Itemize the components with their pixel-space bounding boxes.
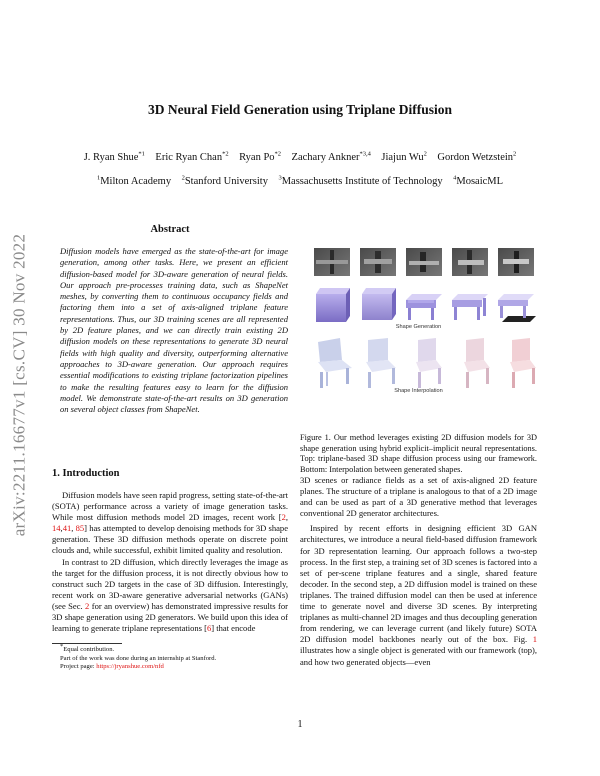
footnote-internship: Part of the work was done during an internship at Stanford.: [60, 654, 217, 662]
abstract-heading: Abstract: [150, 224, 190, 235]
intro-right-column: [300, 475, 537, 668]
footnote-project-page: Project page: https://jryanshue.com/nfd: [60, 663, 164, 671]
triplane-panels: [314, 248, 534, 276]
affiliation: $^4$MosaicML: [453, 174, 504, 187]
citation-link[interactable]: 85: [75, 523, 85, 534]
intro-paragraph: In contrast to 2D diffusion, which directly leverages the image as the target for the diffusion process, it is not directly obvious how to construct such 2D targets in the case of 3D diffusion. Interestingly, recent work on 3D-aware generative adversarial networks (GANs) (see Sec. 2 for an overview) has demonstrated impressive results for 3D shape generation using 2D generators. We build upon this idea of learning to generate triplane representations [6] that encode: [52, 556, 288, 634]
author: Eric Ryan Chan$^{*2}$: [155, 150, 229, 163]
occupancy-volumes: [316, 288, 536, 322]
author: J. Ryan Shue$^{*1}$: [83, 150, 145, 163]
author-list: [0, 152, 600, 163]
section-reference-link[interactable]: 2: [85, 600, 90, 611]
abstract-text: Diffusion models have emerged as the state-of-the-art for image generation, among other tasks. Here, we present an efficient diffusion-based model for 3D-aware generation of neural fields. Our approach pre-processes training data, such as ShapeNet meshes, by converting them to continuous occupancy fields and factoring them into a set of axis-aligned triplane feature representations. Thus, our 3D training scenes are all represented by 2D feature planes, and we can directly train existing 2D diffusion models on these representations to generate 3D neural fields with high quality and diversity, outperforming alternative approaches to 3D-aware generation. Our approach requires essential modifications to existing triplane factorization pipelines to make the resulting features easy to learn for the diffusion model. We demonstrate state-of-the-art results on 3D generation on several object classes from ShapeNet.: [60, 246, 288, 415]
citation-link[interactable]: 14: [52, 523, 61, 534]
arxiv-stamp: [4, 200, 34, 570]
figure-1: [300, 242, 537, 427]
page-number: 1: [297, 719, 303, 730]
arxiv-id: arXiv:2211.16677v1 [cs.CV] 30 Nov 2022: [9, 233, 29, 537]
affiliation: $^2$Stanford University: [181, 174, 268, 187]
figure-reference-link[interactable]: 1: [532, 634, 537, 645]
paper-title: 3D Neural Field Generation using Triplane Diffusion: [147, 102, 453, 117]
author: Gordon Wetzstein$^2$: [437, 150, 517, 163]
citation-link[interactable]: 2: [281, 512, 286, 523]
intro-paragraph: Diffusion models have seen rapid progress, setting state-of-the-art (SOTA) performance across a variety of image generation tasks. While most diffusion methods model 2D images, recent work [2, 14,41, 85] has attempted to develop denoising methods for 3D shape generation. These 3D diffusion methods operate on discrete point clouds and, while successful, exhibit limited quality and resolution.: [52, 490, 288, 556]
section-heading-introduction: 1. Introduction: [52, 468, 120, 479]
citation-link[interactable]: 6: [206, 623, 212, 634]
author: Jiajun Wu$^2$: [381, 150, 427, 163]
figure-1-illustration: [300, 242, 537, 427]
affiliation: $^3$Massachusetts Institute of Technology: [278, 174, 443, 187]
shape-generation-label: Shape Generation: [395, 324, 442, 330]
affiliation-list: [0, 176, 600, 187]
footnote-equal-contribution: *Equal contribution.: [60, 642, 115, 653]
author: Zachary Ankner$^{*3,4}$: [291, 150, 371, 163]
intro-paragraph: Inspired by recent efforts in designing efficient 3D GAN architectures, we introduce a neural field-based diffusion framework for 3D representation learning. Our approach follows a two-step process. In the first step, a training set of 3D scenes is factored into a set of per-scene triplane features and a single, shared feature decoder. In the second step, a 2D diffusion model is trained on these triplanes. The trained diffusion model can then be used at inference time to generate novel and diverse 3D scenes. By interpreting triplanes as multi-channel 2D images and thus decoupling generation from rendering, we can leverage current (and likely future) SOTA 2D diffusion model backbones nearly out of the box. Fig. 1 illustrates how a single object is generated with our framework (top), and how two generated objects—even: [300, 523, 537, 667]
author: Ryan Po$^{*2}$: [239, 150, 282, 163]
figure-1-caption: Figure 1. Our method leverages existing 2D diffusion models for 3D shape generation using hybrid explicit–implicit neural representations. Top: triplane-based 3D shape diffusion process using our framework. Bottom: Interpolation between generated shapes.: [300, 433, 537, 474]
intro-paragraph: 3D scenes or radiance fields as a set of axis-aligned 2D feature planes. The structure of a triplane is analogous to that of a 2D image and can be used as part of a 3D generative method that leverages conventional 2D generator architectures.: [300, 475, 537, 519]
footnotes: [52, 642, 288, 672]
shape-interpolation-label: Shape Interpolation: [394, 388, 443, 394]
citation-link[interactable]: 41: [62, 523, 72, 534]
affiliation: $^1$Milton Academy: [96, 174, 172, 187]
intro-left-column: [52, 490, 288, 634]
project-page-link[interactable]: https://jryanshue.com/nfd: [96, 663, 164, 671]
interpolated-chairs: [318, 338, 536, 388]
